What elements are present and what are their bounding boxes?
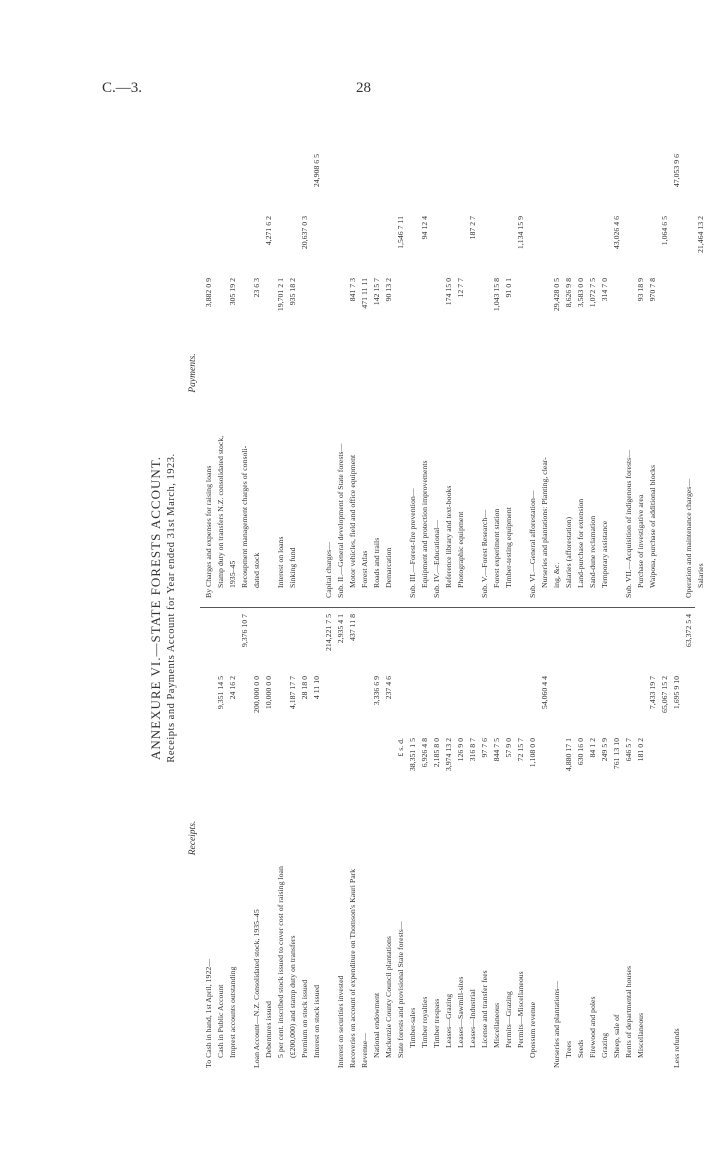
row-label: Roads and trails xyxy=(372,537,381,588)
amount-c1: 142 15 7 xyxy=(372,278,381,306)
row-label: National endowment xyxy=(372,992,381,1058)
row-label: Land-purchase for extension xyxy=(576,498,585,588)
receipts-row xyxy=(372,610,382,1068)
receipts-row xyxy=(600,610,610,1068)
row-label: Leases—Grazing xyxy=(444,993,453,1048)
payments-row xyxy=(456,148,466,598)
amount-c1: 314 7 0 xyxy=(600,278,609,302)
amount-c3: 2,935 4 1 xyxy=(336,614,345,644)
payments-row xyxy=(216,148,226,598)
amount-c2: 28 18 0 xyxy=(300,676,309,700)
amount-c1: 305 19 2 xyxy=(228,278,237,306)
row-label: Less refunds xyxy=(672,1028,681,1068)
payments-row xyxy=(432,148,442,598)
receipts-row xyxy=(288,610,298,1068)
amount-c1: £ s. d. xyxy=(396,738,405,757)
row-label: Sub. V.—Forest Research— xyxy=(480,509,489,598)
payments-row xyxy=(264,148,274,598)
row-label: Miscellaneous xyxy=(636,1012,645,1058)
payments-row xyxy=(540,148,550,598)
amount-c1: 84 1 2 xyxy=(588,738,597,758)
receipts-row xyxy=(336,610,346,1068)
row-label: By Charges and expenses for raising loans xyxy=(204,465,213,598)
payments-row xyxy=(480,148,490,598)
receipts-row xyxy=(264,610,274,1068)
amount-c1: 841 7 3 xyxy=(348,278,357,302)
row-label: Permits—Grazing xyxy=(504,991,513,1048)
payments-row xyxy=(492,148,502,598)
payments-row xyxy=(444,148,454,598)
row-label: Interest on loans xyxy=(276,536,285,588)
payments-row xyxy=(624,148,634,598)
amount-c1: 4,880 17 1 xyxy=(564,738,573,772)
amount-c1: 174 15 0 xyxy=(444,278,453,306)
amount-c1: 3,882 0 9 xyxy=(204,278,213,308)
row-label: Revenue— xyxy=(360,1032,369,1068)
payments-row xyxy=(588,148,598,598)
payments-row xyxy=(636,148,646,598)
amount-c1: 90 13 2 xyxy=(384,278,393,302)
payments-row xyxy=(288,148,298,598)
payments-row xyxy=(252,148,262,598)
row-label: Forest experiment station xyxy=(492,508,501,588)
amount-c1: 970 7 8 xyxy=(648,278,657,302)
page-left-header: C.—3. xyxy=(102,80,143,96)
payments-row xyxy=(528,148,538,598)
amount-c2: 3,336 6 9 xyxy=(372,676,381,706)
row-label: Grazing xyxy=(600,1032,609,1058)
amount-c2: 4 11 10 xyxy=(312,676,321,700)
receipts-row xyxy=(552,610,562,1068)
amount-c1: 23 6 3 xyxy=(252,278,261,298)
row-label: Timber royalties xyxy=(420,996,429,1048)
payments-row xyxy=(684,148,694,598)
row-label: Waipoua, purchase of additional blocks xyxy=(648,464,657,588)
account-subtitle: Receipts and Payments Account for Year ended 31st March, 1923. xyxy=(166,453,177,763)
row-label: Motor vehicles, field and office equipment xyxy=(348,454,357,588)
row-label: Timber trespass xyxy=(432,998,441,1048)
row-label: Nurseries and plantations: Planting, clear- xyxy=(540,457,549,588)
amount-c1: 6,926 4 8 xyxy=(420,738,429,768)
row-label: Sub. III.—Forest-fire prevention— xyxy=(408,488,417,598)
receipts-row xyxy=(300,610,310,1068)
row-label: Rents of departmental houses xyxy=(624,965,633,1058)
receipts-row xyxy=(636,610,646,1068)
amount-c1: 3,583 0 0 xyxy=(576,278,585,308)
row-label: Operation and maintenance charges— xyxy=(684,478,693,598)
row-label: Sub. VI.—General afforestation— xyxy=(528,490,537,598)
receipts-row xyxy=(504,610,514,1068)
row-label: Nurseries and plantations— xyxy=(552,980,561,1068)
payments-row xyxy=(336,148,346,598)
amount-c2: 7,433 19 7 xyxy=(648,676,657,710)
receipts-row xyxy=(276,610,286,1068)
row-label: Loan Account—N.Z. Consolidated stock, 1935–45 xyxy=(252,909,261,1068)
receipts-row xyxy=(528,610,538,1068)
amount-c2: 65,067 15 2 xyxy=(660,676,669,714)
receipts-row xyxy=(612,610,622,1068)
receipts-row xyxy=(384,610,394,1068)
amount-c1: 19,701 2 1 xyxy=(276,278,285,312)
row-label: Temporary assistance xyxy=(600,520,609,588)
payments-row xyxy=(612,148,622,598)
payments-row xyxy=(672,148,682,598)
row-label: Leases—Industrial xyxy=(468,989,477,1048)
row-label: ing, &c. xyxy=(552,562,561,588)
amount-c3: 24,908 6 5 xyxy=(312,154,321,188)
row-label: Miscellaneous xyxy=(492,1002,501,1048)
row-label: Leases—Sawmill-sites xyxy=(456,976,465,1048)
amount-c1: 93 18 9 xyxy=(636,278,645,302)
amount-c1: 126 9 0 xyxy=(456,738,465,762)
receipts-row xyxy=(420,610,430,1068)
row-label: Recoveries on account of expenditure on Thomson's Kauri Park xyxy=(348,868,357,1068)
row-label: Sub. II.—General development of State forests— xyxy=(336,443,345,598)
receipts-row xyxy=(648,610,658,1068)
payments-row xyxy=(240,148,250,598)
row-label: State forests and provisional State forests— xyxy=(396,921,405,1058)
row-label: Sheep, sale of xyxy=(612,1014,621,1058)
row-label: Premium on stock issued xyxy=(300,979,309,1058)
row-label: Mackenzie County Council plantations xyxy=(384,936,393,1058)
row-label: Debentures issued xyxy=(264,1001,273,1058)
row-label: Reference library and text-books xyxy=(444,485,453,588)
amount-c3: 437 11 8 xyxy=(348,614,357,641)
amount-c2: 10,000 0 0 xyxy=(264,676,273,710)
row-label: Firewood and poles xyxy=(588,996,597,1058)
payments-row xyxy=(420,148,430,598)
payments-heading: Payments. xyxy=(188,353,198,393)
payments-row xyxy=(660,148,670,598)
receipts-row xyxy=(360,610,370,1068)
amount-c1: 935 18 2 xyxy=(288,278,297,306)
row-label: Recoupment management charges of consoli- xyxy=(240,445,249,588)
amount-c1: 29,428 0 5 xyxy=(552,278,561,312)
payments-row xyxy=(204,148,214,598)
row-label: Timber-testing equipment xyxy=(504,507,513,588)
amount-c2: 94 12 4 xyxy=(420,216,429,240)
row-label: Equipment and protection improvements xyxy=(420,460,429,588)
receipts-heading: Receipts. xyxy=(188,820,198,856)
payments-row xyxy=(696,148,706,598)
amount-c1: 91 0 1 xyxy=(504,278,513,298)
amount-c1: 8,626 9 8 xyxy=(564,278,573,308)
row-label: Seeds xyxy=(576,1039,585,1058)
payments-row xyxy=(552,148,562,598)
amount-c2: 43,026 4 6 xyxy=(612,216,621,250)
column-divider xyxy=(200,607,695,608)
amount-c2: 24 16 2 xyxy=(228,676,237,700)
amount-c1: 249 5 9 xyxy=(600,738,609,762)
receipts-row xyxy=(492,610,502,1068)
row-label: Cash in Public Account xyxy=(216,984,225,1058)
row-label: Salaries xyxy=(696,563,705,588)
row-label: Opossum revenue xyxy=(528,1001,537,1058)
row-label: Salaries (afforestation) xyxy=(564,516,573,588)
payments-row xyxy=(564,148,574,598)
row-label: Photographic equipment xyxy=(456,511,465,588)
amount-c2: 187 2 7 xyxy=(468,216,477,240)
amount-c2: 1,134 15 9 xyxy=(516,216,525,250)
row-label: Timber-sales xyxy=(408,1007,417,1048)
row-label: License and transfer fees xyxy=(480,970,489,1048)
row-label: Interest on securities invested xyxy=(336,975,345,1068)
amount-c1: 12 7 7 xyxy=(456,278,465,298)
amount-c1: 2,185 8 0 xyxy=(432,738,441,768)
amount-c2: 1,546 7 11 xyxy=(396,216,405,249)
row-label: Stamp duty on transfers N.Z. consolidated stock, xyxy=(216,435,225,588)
row-label: 1935–45 xyxy=(228,560,237,588)
amount-c2: 20,637 0 3 xyxy=(300,216,309,250)
amount-c3: 214,221 7 5 xyxy=(324,614,333,652)
receipts-row xyxy=(576,610,586,1068)
amount-c2: 21,464 13 2 xyxy=(696,216,705,254)
row-label: Trees xyxy=(564,1040,573,1058)
payments-row xyxy=(396,148,406,598)
receipts-row xyxy=(204,610,214,1068)
amount-c1: 646 5 7 xyxy=(624,738,633,762)
receipts-row xyxy=(624,610,634,1068)
amount-c2: 237 4 6 xyxy=(384,676,393,700)
receipts-row xyxy=(396,610,406,1068)
row-label: To Cash in hand, 1st April, 1922— xyxy=(204,958,213,1068)
receipts-row xyxy=(444,610,454,1068)
receipts-row xyxy=(672,610,682,1068)
amount-c1: 181 0 2 xyxy=(636,738,645,762)
payments-row xyxy=(576,148,586,598)
receipts-row xyxy=(240,610,250,1068)
receipts-row xyxy=(540,610,550,1068)
payments-row xyxy=(324,148,334,598)
amount-c1: 316 8 7 xyxy=(468,738,477,762)
receipts-row xyxy=(408,610,418,1068)
payments-row xyxy=(360,148,370,598)
amount-c1: 471 11 11 xyxy=(360,278,369,309)
payments-row xyxy=(384,148,394,598)
amount-c1: 1,072 7 5 xyxy=(588,278,597,308)
amount-c3: 47,053 9 6 xyxy=(672,154,681,188)
payments-row xyxy=(228,148,238,598)
receipts-row xyxy=(660,610,670,1068)
row-label: Interest on stock issued xyxy=(312,985,321,1058)
receipts-row xyxy=(432,610,442,1068)
row-label: Purchase of investigative area xyxy=(636,494,645,588)
amount-c1: 761 13 10 xyxy=(612,738,621,770)
receipts-row xyxy=(564,610,574,1068)
row-label: Forest Atlas xyxy=(360,550,369,588)
receipts-row xyxy=(324,610,334,1068)
row-label: Sinking fund xyxy=(288,547,297,588)
amount-c2: 4,271 6 2 xyxy=(264,216,273,246)
amount-c2: 54,060 4 4 xyxy=(540,676,549,710)
receipts-row xyxy=(588,610,598,1068)
amount-c2: 9,351 14 5 xyxy=(216,676,225,710)
row-label: Demarcation xyxy=(384,547,393,588)
row-label: Sub. IV.—Educational— xyxy=(432,519,441,598)
receipts-row xyxy=(480,610,490,1068)
payments-row xyxy=(468,148,478,598)
amount-c1: 57 9 0 xyxy=(504,738,513,758)
receipts-row xyxy=(228,610,238,1068)
amount-c3: 63,372 5 4 xyxy=(684,614,693,648)
row-label: Sand-dune reclamation xyxy=(588,515,597,588)
payments-row xyxy=(276,148,286,598)
row-label: Sub. VII.—Acquisition of indigenous forests— xyxy=(624,450,633,598)
row-label: 5 per cent. inscribed stock issued to cover cost of raising loan xyxy=(276,866,285,1058)
payments-row xyxy=(348,148,358,598)
receipts-row xyxy=(456,610,466,1068)
annexure-title: ANNEXURE VI.—STATE FORESTS ACCOUNT. xyxy=(148,456,163,760)
rotated-account-table xyxy=(148,148,705,1068)
payments-row xyxy=(600,148,610,598)
amount-c1: 3,974 13 2 xyxy=(444,738,453,772)
page-number: 28 xyxy=(356,80,371,96)
amount-c1: 1,108 0 0 xyxy=(528,738,537,768)
row-label: Capital charges— xyxy=(324,542,333,598)
receipts-row xyxy=(252,610,262,1068)
receipts-row xyxy=(216,610,226,1068)
row-label: (£200,000) and stamp duty on transfers xyxy=(288,935,297,1058)
row-label: dated stock xyxy=(252,552,261,588)
amount-c1: 72 15 7 xyxy=(516,738,525,762)
amount-c2: 4,187 17 7 xyxy=(288,676,297,710)
row-label: Imprest accounts outstanding xyxy=(228,966,237,1058)
payments-row xyxy=(372,148,382,598)
receipts-row xyxy=(348,610,358,1068)
receipts-row xyxy=(516,610,526,1068)
amount-c3: 9,376 10 7 xyxy=(240,614,249,648)
receipts-row xyxy=(312,610,322,1068)
amount-c1: 844 7 5 xyxy=(492,738,501,762)
payments-row xyxy=(504,148,514,598)
amount-c2: 1,064 6 5 xyxy=(660,216,669,246)
amount-c2: 1,695 9 10 xyxy=(672,676,681,710)
row-label: Permits—Miscellaneous xyxy=(516,971,525,1048)
amount-c1: 630 16 0 xyxy=(576,738,585,766)
receipts-row xyxy=(684,610,694,1068)
payments-row xyxy=(648,148,658,598)
payments-row xyxy=(408,148,418,598)
payments-row xyxy=(516,148,526,598)
payments-row xyxy=(312,148,322,598)
amount-c1: 97 7 6 xyxy=(480,738,489,758)
amount-c2: 200,000 0 0 xyxy=(252,676,261,714)
amount-c1: 1,043 15 8 xyxy=(492,278,501,312)
receipts-row xyxy=(468,610,478,1068)
payments-row xyxy=(300,148,310,598)
amount-c1: 38,351 1 5 xyxy=(408,738,417,772)
